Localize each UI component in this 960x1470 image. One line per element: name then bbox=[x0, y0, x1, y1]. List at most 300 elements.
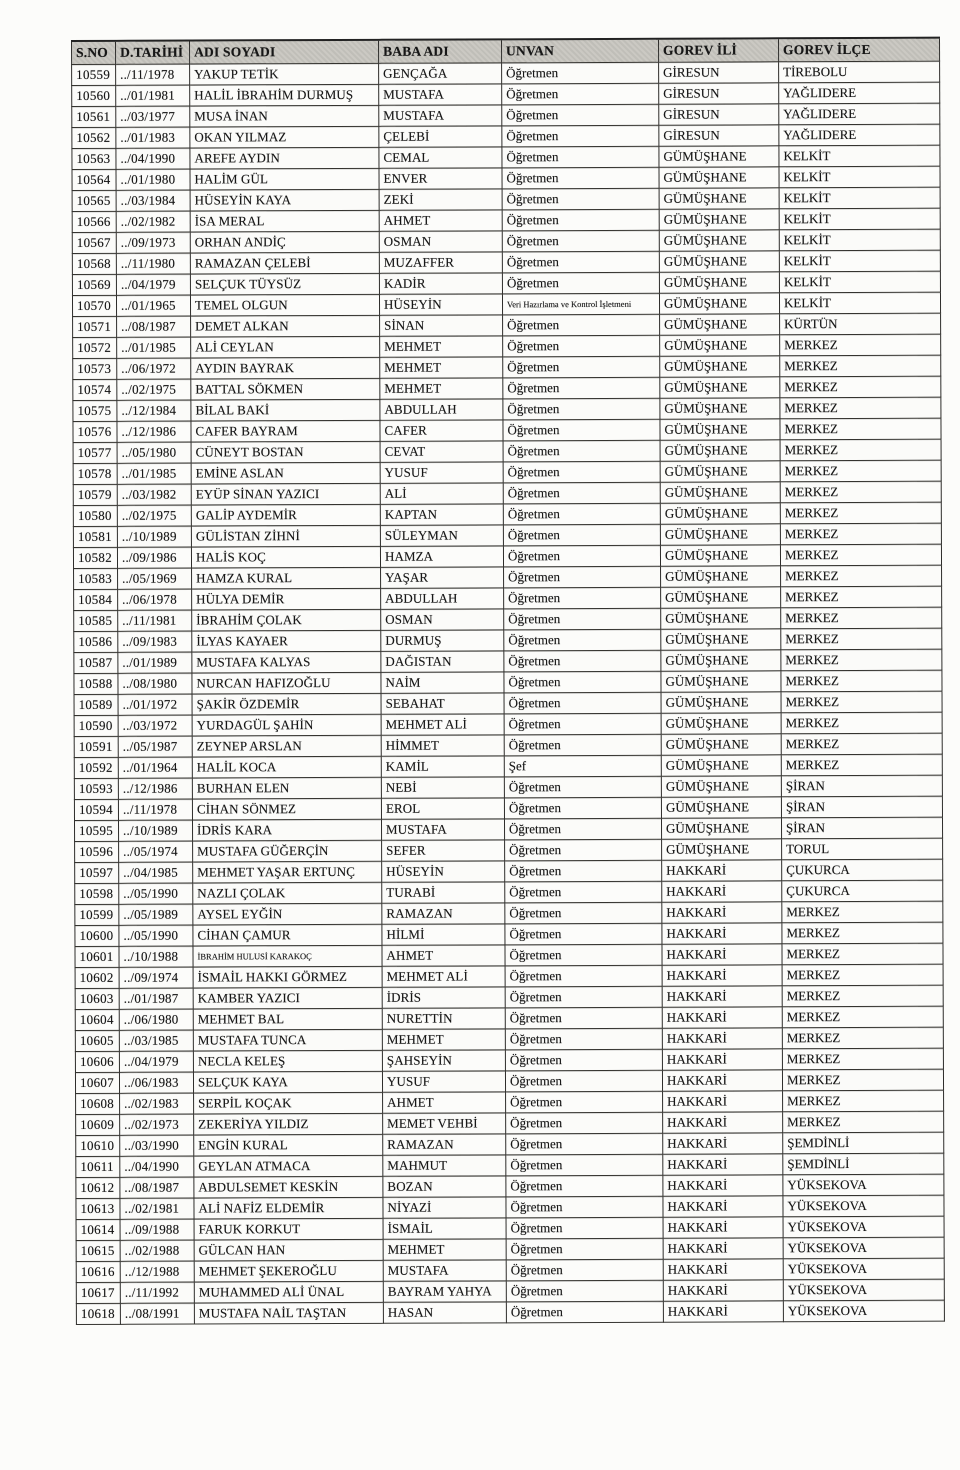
cell-province: GÜMÜŞHANE bbox=[661, 566, 781, 587]
cell-dob: ../08/1991 bbox=[120, 1303, 194, 1324]
cell-name: HALİM GÜL bbox=[190, 168, 379, 190]
cell-district: YAĞLIDERE bbox=[779, 103, 940, 125]
table-row bbox=[73, 439, 941, 463]
cell-district: ŞEMDİNLİ bbox=[783, 1132, 944, 1154]
cell-title: Öğretmen bbox=[505, 860, 662, 882]
cell-name: ŞAKİR ÖZDEMİR bbox=[192, 693, 381, 715]
cell-title: Öğretmen bbox=[506, 1301, 663, 1323]
cell-father: AHMET bbox=[383, 1092, 506, 1113]
table-row bbox=[72, 103, 940, 127]
cell-province: HAKKARİ bbox=[662, 1049, 782, 1070]
cell-district: ŞEMDİNLİ bbox=[783, 1153, 944, 1175]
cell-dob: ../09/1974 bbox=[119, 967, 193, 988]
cell-sno: 10603 bbox=[75, 988, 119, 1009]
cell-title: Öğretmen bbox=[506, 1217, 663, 1239]
table-row bbox=[73, 502, 941, 526]
cell-district: MERKEZ bbox=[781, 733, 942, 755]
cell-title: Öğretmen bbox=[503, 398, 660, 420]
cell-father: SÜLEYMAN bbox=[380, 525, 503, 546]
cell-province: GÜMÜŞHANE bbox=[660, 419, 780, 440]
cell-name: NURCAN HAFIZOĞLU bbox=[192, 672, 381, 694]
cell-name: İBRAHİM HULUSİ KARAKOÇ bbox=[193, 945, 382, 967]
table-row bbox=[74, 712, 942, 736]
table-row bbox=[75, 943, 943, 967]
cell-title: Öğretmen bbox=[504, 734, 661, 756]
cell-title: Öğretmen bbox=[503, 524, 660, 546]
table-row bbox=[75, 964, 943, 988]
cell-sno: 10585 bbox=[74, 610, 118, 631]
cell-name: MUSA İNAN bbox=[190, 105, 379, 127]
cell-father: HİLMİ bbox=[382, 924, 505, 945]
cell-province: HAKKARİ bbox=[663, 1154, 783, 1175]
cell-father: MEHMET bbox=[382, 1029, 505, 1050]
cell-father: ŞAHSEYİN bbox=[382, 1050, 505, 1071]
cell-sno: 10615 bbox=[76, 1240, 120, 1261]
table-row bbox=[76, 1237, 944, 1261]
cell-dob: ../05/1990 bbox=[119, 883, 193, 904]
cell-province: HAKKARİ bbox=[663, 1217, 783, 1238]
cell-sno: 10609 bbox=[76, 1114, 120, 1135]
cell-father: CEVAT bbox=[380, 441, 503, 462]
cell-sno: 10563 bbox=[72, 148, 116, 169]
cell-district: MERKEZ bbox=[782, 901, 943, 923]
cell-district: MERKEZ bbox=[780, 397, 941, 419]
cell-father: OSMAN bbox=[379, 231, 502, 252]
cell-district: KELKİT bbox=[779, 292, 940, 314]
cell-sno: 10561 bbox=[72, 106, 116, 127]
cell-name: MUSTAFA TUNCA bbox=[193, 1029, 382, 1051]
cell-district: MERKEZ bbox=[782, 985, 943, 1007]
cell-dob: ../09/1986 bbox=[117, 547, 191, 568]
cell-father: ABDULLAH bbox=[381, 588, 504, 609]
table-row bbox=[76, 1153, 944, 1177]
cell-title: Öğretmen bbox=[502, 125, 659, 147]
cell-father: HİMMET bbox=[381, 735, 504, 756]
cell-father: İDRİS bbox=[382, 987, 505, 1008]
cell-father: MEMET VEHBİ bbox=[383, 1113, 506, 1134]
cell-name: HÜLYA DEMİR bbox=[192, 588, 381, 610]
cell-sno: 10566 bbox=[72, 211, 116, 232]
cell-district: MERKEZ bbox=[783, 1090, 944, 1112]
cell-title: Öğretmen bbox=[504, 671, 661, 693]
cell-district: MERKEZ bbox=[781, 649, 942, 671]
cell-father: HÜSEYİN bbox=[379, 294, 502, 315]
cell-name: MUSTAFA KALYAS bbox=[192, 651, 381, 673]
cell-dob: ../03/1972 bbox=[118, 715, 192, 736]
cell-district: ÇUKURCA bbox=[782, 880, 943, 902]
cell-sno: 10612 bbox=[76, 1177, 120, 1198]
cell-name: MEHMET ŞEKEROĞLU bbox=[194, 1260, 383, 1282]
cell-title: Öğretmen bbox=[502, 251, 659, 273]
cell-name: ALİ CEYLAN bbox=[191, 336, 380, 358]
cell-sno: 10606 bbox=[75, 1051, 119, 1072]
cell-father: NEBİ bbox=[381, 777, 504, 798]
table-row bbox=[76, 1258, 944, 1282]
table-row bbox=[75, 880, 943, 904]
cell-dob: ../12/1986 bbox=[118, 778, 192, 799]
cell-province: HAKKARİ bbox=[662, 923, 782, 944]
cell-name: OKAN YILMAZ bbox=[190, 126, 379, 148]
cell-father: MUSTAFA bbox=[381, 819, 504, 840]
cell-province: HAKKARİ bbox=[662, 986, 782, 1007]
cell-father: ENVER bbox=[379, 168, 502, 189]
cell-province: GÜMÜŞHANE bbox=[661, 755, 781, 776]
cell-province: HAKKARİ bbox=[663, 1133, 783, 1154]
table-row bbox=[74, 733, 942, 757]
cell-district: YÜKSEKOVA bbox=[783, 1300, 944, 1322]
cell-sno: 10570 bbox=[72, 295, 116, 316]
cell-dob: ../03/1977 bbox=[116, 106, 190, 127]
table-row bbox=[72, 187, 940, 211]
cell-dob: ../02/1983 bbox=[120, 1093, 194, 1114]
table-row bbox=[74, 586, 942, 610]
cell-district: MERKEZ bbox=[780, 460, 941, 482]
cell-province: GÜMÜŞHANE bbox=[661, 797, 781, 818]
cell-title: Öğretmen bbox=[505, 1049, 662, 1071]
cell-name: BİLAL BAKİ bbox=[191, 399, 380, 421]
cell-dob: ../12/1984 bbox=[117, 400, 191, 421]
cell-dob: ../11/1981 bbox=[118, 610, 192, 631]
table-body bbox=[72, 61, 945, 1324]
cell-dob: ../08/1987 bbox=[120, 1177, 194, 1198]
cell-sno: 10567 bbox=[72, 232, 116, 253]
table-row bbox=[75, 901, 943, 925]
table-row bbox=[74, 775, 942, 799]
cell-title: Öğretmen bbox=[503, 545, 660, 567]
table-row bbox=[72, 208, 940, 232]
table-row bbox=[73, 544, 941, 568]
cell-district: KELKİT bbox=[779, 250, 940, 272]
cell-name: EMİNE ASLAN bbox=[191, 462, 380, 484]
cell-province: HAKKARİ bbox=[663, 1091, 783, 1112]
cell-father: OSMAN bbox=[381, 609, 504, 630]
cell-sno: 10601 bbox=[75, 946, 119, 967]
table-row bbox=[72, 166, 940, 190]
cell-sno: 10613 bbox=[76, 1198, 120, 1219]
cell-district: KELKİT bbox=[779, 166, 940, 188]
cell-sno: 10569 bbox=[72, 274, 116, 295]
cell-name: CÜNEYT BOSTAN bbox=[191, 441, 380, 463]
cell-title: Öğretmen bbox=[506, 1175, 663, 1197]
cell-dob: ../09/1973 bbox=[116, 232, 190, 253]
cell-name: EYÜP SİNAN YAZICI bbox=[191, 483, 380, 505]
cell-sno: 10604 bbox=[75, 1009, 119, 1030]
table-row bbox=[73, 460, 941, 484]
cell-name: RAMAZAN ÇELEBİ bbox=[190, 252, 379, 274]
cell-title: Öğretmen bbox=[503, 419, 660, 441]
cell-district: MERKEZ bbox=[781, 691, 942, 713]
cell-dob: ../08/1980 bbox=[118, 673, 192, 694]
cell-district: MERKEZ bbox=[781, 607, 942, 629]
cell-province: GÜMÜŞHANE bbox=[660, 524, 780, 545]
table-row bbox=[74, 796, 942, 820]
cell-father: MUSTAFA bbox=[383, 1260, 506, 1281]
cell-dob: ../04/1979 bbox=[116, 274, 190, 295]
cell-sno: 10559 bbox=[72, 64, 116, 85]
table-row bbox=[74, 817, 942, 841]
cell-father: SEBAHAT bbox=[381, 693, 504, 714]
cell-dob: ../01/1985 bbox=[117, 337, 191, 358]
cell-father: CAFER bbox=[380, 420, 503, 441]
cell-sno: 10580 bbox=[73, 505, 117, 526]
cell-district: YÜKSEKOVA bbox=[783, 1279, 944, 1301]
cell-name: MUSTAFA NAİL TAŞTAN bbox=[194, 1302, 383, 1324]
cell-title: Öğretmen bbox=[506, 1154, 663, 1176]
cell-dob: ../11/1992 bbox=[120, 1282, 194, 1303]
cell-title: Öğretmen bbox=[504, 797, 661, 819]
cell-province: HAKKARİ bbox=[662, 902, 782, 923]
table-row bbox=[74, 670, 942, 694]
cell-sno: 10598 bbox=[75, 883, 119, 904]
cell-name: YURDAGÜL ŞAHİN bbox=[192, 714, 381, 736]
cell-father: DAĞISTAN bbox=[381, 651, 504, 672]
cell-district: MERKEZ bbox=[781, 754, 942, 776]
cell-dob: ../01/1964 bbox=[118, 757, 192, 778]
cell-province: GÜMÜŞHANE bbox=[661, 629, 781, 650]
cell-father: YUSUF bbox=[382, 1071, 505, 1092]
cell-dob: ../02/1982 bbox=[116, 211, 190, 232]
cell-name: ENGİN KURAL bbox=[194, 1134, 383, 1156]
cell-province: HAKKARİ bbox=[663, 1196, 783, 1217]
table-row bbox=[73, 334, 941, 358]
cell-district: MERKEZ bbox=[782, 1027, 943, 1049]
table-row bbox=[73, 376, 941, 400]
cell-name: YAKUP TETİK bbox=[190, 63, 379, 85]
cell-father: MEHMET ALİ bbox=[382, 966, 505, 987]
cell-name: NAZLI ÇOLAK bbox=[193, 882, 382, 904]
cell-title: Öğretmen bbox=[504, 629, 661, 651]
cell-sno: 10587 bbox=[74, 652, 118, 673]
cell-sno: 10591 bbox=[74, 736, 118, 757]
table-row bbox=[76, 1195, 944, 1219]
cell-title: Öğretmen bbox=[505, 923, 662, 945]
cell-father: BAYRAM YAHYA bbox=[383, 1281, 506, 1302]
cell-sno: 10618 bbox=[76, 1303, 120, 1324]
cell-father: MUSTAFA bbox=[379, 84, 502, 105]
cell-sno: 10588 bbox=[74, 673, 118, 694]
cell-province: GÜMÜŞHANE bbox=[660, 503, 780, 524]
cell-title: Öğretmen bbox=[506, 1280, 663, 1302]
cell-province: HAKKARİ bbox=[663, 1259, 783, 1280]
table-row bbox=[73, 481, 941, 505]
cell-district: KELKİT bbox=[779, 145, 940, 167]
column-header-name: ADI SOYADI bbox=[190, 40, 379, 64]
cell-name: HÜSEYİN KAYA bbox=[190, 189, 379, 211]
cell-dob: ../10/1989 bbox=[118, 820, 192, 841]
cell-dob: ../05/1969 bbox=[118, 568, 192, 589]
cell-name: NECLA KELEŞ bbox=[193, 1050, 382, 1072]
cell-dob: ../09/1988 bbox=[120, 1219, 194, 1240]
cell-father: MEHMET bbox=[380, 378, 503, 399]
cell-title: Öğretmen bbox=[506, 1196, 663, 1218]
cell-title: Öğretmen bbox=[505, 1007, 662, 1029]
cell-sno: 10575 bbox=[73, 400, 117, 421]
cell-name: İDRİS KARA bbox=[192, 819, 381, 841]
cell-province: GÜMÜŞHANE bbox=[659, 167, 779, 188]
cell-district: YAĞLIDERE bbox=[779, 82, 940, 104]
cell-province: GÜMÜŞHANE bbox=[659, 293, 779, 314]
table-row bbox=[73, 523, 941, 547]
cell-province: GÜMÜŞHANE bbox=[660, 545, 780, 566]
cell-father: MAHMUT bbox=[383, 1155, 506, 1176]
cell-name: KAMBER YAZICI bbox=[193, 987, 382, 1009]
cell-title: Öğretmen bbox=[505, 944, 662, 966]
cell-sno: 10571 bbox=[73, 316, 117, 337]
cell-district: MERKEZ bbox=[783, 1111, 944, 1133]
cell-district: MERKEZ bbox=[782, 922, 943, 944]
cell-province: HAKKARİ bbox=[663, 1280, 783, 1301]
cell-name: MUHAMMED ALİ ÜNAL bbox=[194, 1281, 383, 1303]
table-row bbox=[72, 292, 940, 316]
table-row bbox=[75, 985, 943, 1009]
cell-dob: ../04/1979 bbox=[119, 1051, 193, 1072]
cell-province: GÜMÜŞHANE bbox=[660, 335, 780, 356]
cell-dob: ../08/1987 bbox=[117, 316, 191, 337]
cell-title: Öğretmen bbox=[505, 839, 662, 861]
table-row bbox=[74, 754, 942, 778]
cell-province: GİRESUN bbox=[659, 62, 779, 83]
cell-sno: 10583 bbox=[74, 568, 118, 589]
cell-title: Öğretmen bbox=[503, 335, 660, 357]
cell-father: MEHMET ALİ bbox=[381, 714, 504, 735]
cell-sno: 10608 bbox=[76, 1093, 120, 1114]
cell-name: HAMZA KURAL bbox=[192, 567, 381, 589]
cell-district: TİREBOLU bbox=[779, 61, 940, 83]
column-header-father: BABA ADI bbox=[379, 39, 502, 63]
cell-name: GEYLAN ATMACA bbox=[194, 1155, 383, 1177]
cell-district: MERKEZ bbox=[780, 418, 941, 440]
cell-title: Öğretmen bbox=[503, 482, 660, 504]
cell-sno: 10593 bbox=[74, 778, 118, 799]
cell-title: Öğretmen bbox=[503, 314, 660, 336]
cell-district: ŞİRAN bbox=[781, 817, 942, 839]
cell-sno: 10589 bbox=[74, 694, 118, 715]
table-row bbox=[76, 1279, 944, 1303]
cell-sno: 10574 bbox=[73, 379, 117, 400]
cell-title: Öğretmen bbox=[505, 1070, 662, 1092]
cell-father: AHMET bbox=[382, 945, 505, 966]
table-row bbox=[75, 859, 943, 883]
cell-title: Öğretmen bbox=[503, 461, 660, 483]
cell-dob: ../10/1989 bbox=[117, 526, 191, 547]
cell-district: MERKEZ bbox=[780, 523, 941, 545]
cell-name: FARUK KORKUT bbox=[194, 1218, 383, 1240]
cell-title: Öğretmen bbox=[505, 986, 662, 1008]
cell-sno: 10581 bbox=[73, 526, 117, 547]
cell-province: HAKKARİ bbox=[662, 944, 782, 965]
cell-name: CİHAN SÖNMEZ bbox=[192, 798, 381, 820]
cell-province: GÜMÜŞHANE bbox=[661, 671, 781, 692]
cell-father: DURMUŞ bbox=[381, 630, 504, 651]
table-row bbox=[76, 1174, 944, 1198]
table-row bbox=[74, 565, 942, 589]
cell-dob: ../03/1984 bbox=[116, 190, 190, 211]
cell-title: Öğretmen bbox=[504, 650, 661, 672]
table-row bbox=[72, 250, 940, 274]
cell-sno: 10596 bbox=[75, 841, 119, 862]
table-row bbox=[76, 1111, 944, 1135]
cell-dob: ../11/1978 bbox=[116, 64, 190, 85]
cell-district: TORUL bbox=[782, 838, 943, 860]
cell-title: Öğretmen bbox=[506, 1133, 663, 1155]
cell-title: Öğretmen bbox=[506, 1259, 663, 1281]
cell-sno: 10594 bbox=[74, 799, 118, 820]
cell-province: GİRESUN bbox=[659, 104, 779, 125]
cell-district: MERKEZ bbox=[782, 1069, 943, 1091]
cell-province: HAKKARİ bbox=[663, 1238, 783, 1259]
cell-dob: ../12/1986 bbox=[117, 421, 191, 442]
cell-name: GÜLCAN HAN bbox=[194, 1239, 383, 1261]
cell-name: MEHMET BAL bbox=[193, 1008, 382, 1030]
cell-province: GÜMÜŞHANE bbox=[661, 776, 781, 797]
cell-province: HAKKARİ bbox=[663, 1175, 783, 1196]
table-row bbox=[76, 1132, 944, 1156]
cell-dob: ../02/1973 bbox=[120, 1114, 194, 1135]
cell-name: ORHAN ANDİÇ bbox=[190, 231, 379, 253]
cell-sno: 10597 bbox=[75, 862, 119, 883]
table-row bbox=[73, 418, 941, 442]
cell-title: Öğretmen bbox=[503, 440, 660, 462]
cell-dob: ../06/1978 bbox=[118, 589, 192, 610]
table-row bbox=[76, 1300, 944, 1324]
cell-province: GÜMÜŞHANE bbox=[660, 461, 780, 482]
cell-province: HAKKARİ bbox=[662, 965, 782, 986]
cell-province: GÜMÜŞHANE bbox=[659, 251, 779, 272]
cell-sno: 10592 bbox=[74, 757, 118, 778]
cell-district: ŞİRAN bbox=[781, 796, 942, 818]
cell-dob: ../01/1985 bbox=[117, 463, 191, 484]
cell-father: NURETTİN bbox=[382, 1008, 505, 1029]
table-row bbox=[75, 1027, 943, 1051]
cell-title: Öğretmen bbox=[504, 818, 661, 840]
cell-province: GÜMÜŞHANE bbox=[660, 482, 780, 503]
cell-dob: ../05/1974 bbox=[119, 841, 193, 862]
table-row bbox=[75, 838, 943, 862]
cell-province: GÜMÜŞHANE bbox=[661, 818, 781, 839]
cell-name: ALİ NAFİZ ELDEMİR bbox=[194, 1197, 383, 1219]
cell-father: KAMİL bbox=[381, 756, 504, 777]
cell-district: YÜKSEKOVA bbox=[783, 1258, 944, 1280]
cell-sno: 10586 bbox=[74, 631, 118, 652]
cell-father: MEHMET bbox=[380, 357, 503, 378]
table-row bbox=[75, 1069, 943, 1093]
cell-name: İSA MERAL bbox=[190, 210, 379, 232]
table-row bbox=[74, 607, 942, 631]
cell-father: ZEKİ bbox=[379, 189, 502, 210]
cell-name: HALİL İBRAHİM DURMUŞ bbox=[190, 84, 379, 106]
table-row bbox=[72, 61, 940, 85]
cell-province: HAKKARİ bbox=[663, 1301, 783, 1322]
table-row bbox=[74, 628, 942, 652]
cell-father: GENÇAĞA bbox=[379, 63, 502, 84]
cell-district: MERKEZ bbox=[780, 502, 941, 524]
column-header-sno: S.NO bbox=[72, 41, 116, 65]
cell-name: SELÇUK KAYA bbox=[193, 1071, 382, 1093]
cell-title: Öğretmen bbox=[504, 692, 661, 714]
cell-title: Öğretmen bbox=[504, 776, 661, 798]
cell-district: YAĞLIDERE bbox=[779, 124, 940, 146]
cell-title: Öğretmen bbox=[504, 587, 661, 609]
cell-father: AHMET bbox=[379, 210, 502, 231]
cell-dob: ../06/1983 bbox=[119, 1072, 193, 1093]
cell-province: GİRESUN bbox=[659, 125, 779, 146]
cell-district: MERKEZ bbox=[780, 481, 941, 503]
cell-district: MERKEZ bbox=[780, 355, 941, 377]
cell-district: ŞİRAN bbox=[781, 775, 942, 797]
cell-name: BURHAN ELEN bbox=[192, 777, 381, 799]
cell-district: MERKEZ bbox=[782, 1048, 943, 1070]
cell-father: ABDULLAH bbox=[380, 399, 503, 420]
